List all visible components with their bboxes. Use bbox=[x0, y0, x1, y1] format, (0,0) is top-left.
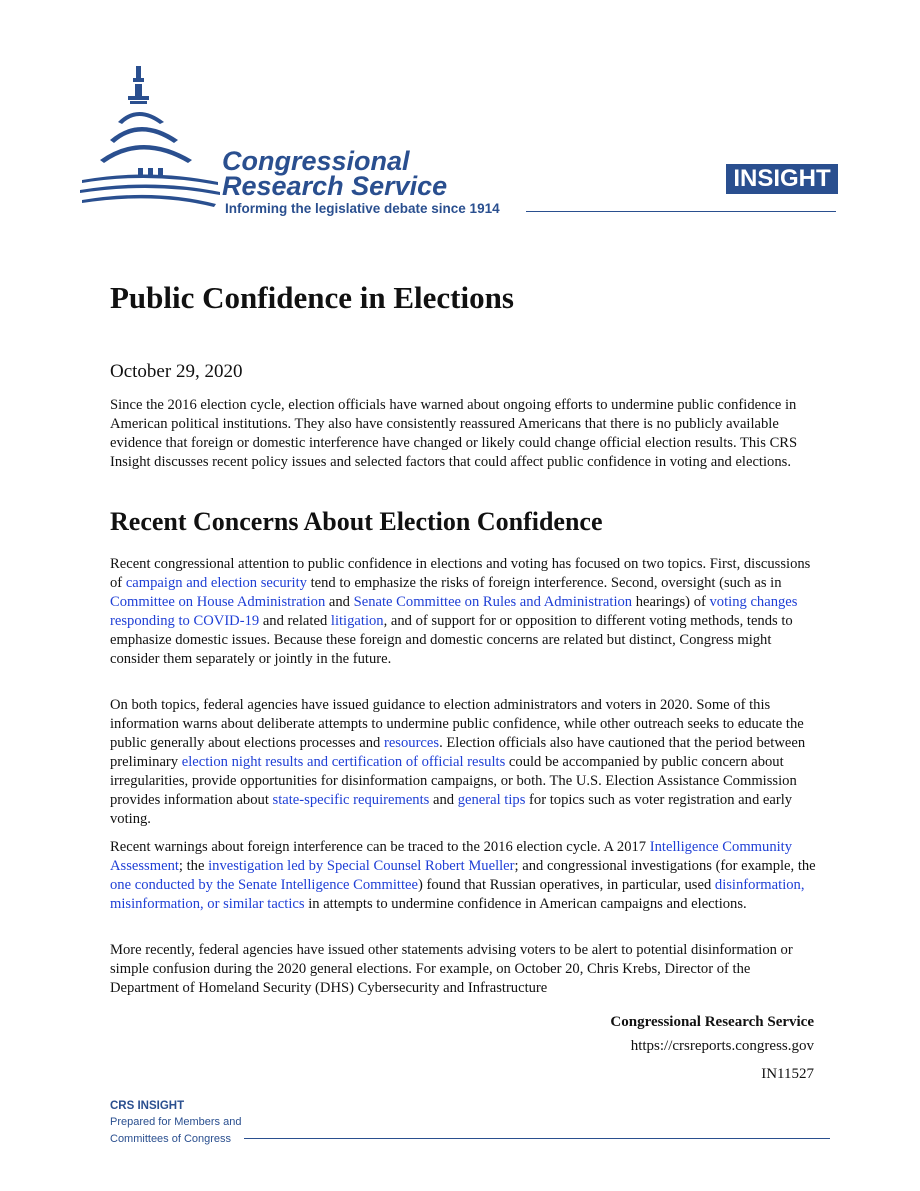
footer-rule bbox=[244, 1138, 830, 1139]
crs-capitol-dome-logo bbox=[78, 64, 223, 216]
link-committee-house-administration[interactable]: Committee on House Administration bbox=[110, 594, 326, 610]
footer-org-name: Congressional Research Service bbox=[610, 1014, 814, 1030]
prepared-for bbox=[110, 1114, 241, 1148]
paragraph-3: Recent warnings about foreign interference can be traced to the 2016 election cycle. A 2017 Intelligence Community Assessment; the investigation led by Special Counsel Robert Mueller; and congressional investigations (for example, the one conducted by the Senate Intelligence Committee) found that Russian operatives, in particular, used disinformation, misinformation, or similar tactics in attempts to undermine confidence in American campaigns and elections. bbox=[110, 839, 816, 912]
link-intelligence-community-assessment[interactable]: Intelligence Community Assessment bbox=[110, 839, 793, 874]
link-litigation[interactable]: litigation bbox=[330, 613, 384, 629]
link-senate-rules-committee[interactable]: Senate Committee on Rules and Administration bbox=[353, 594, 633, 610]
org-name-line1: Congressional bbox=[222, 146, 410, 176]
link-mueller-investigation[interactable]: investigation led by Special Counsel Robert Mueller bbox=[208, 858, 515, 874]
report-id: IN11527 bbox=[761, 1066, 814, 1082]
link-general-tips[interactable]: general tips bbox=[457, 792, 526, 808]
header-rule bbox=[526, 211, 836, 212]
org-name-line2: Research Service bbox=[222, 171, 448, 201]
link-senate-intelligence-committee[interactable]: one conducted by the Senate Intelligence Committee bbox=[110, 877, 418, 893]
link-election-night-results[interactable]: election night results and certification of official results bbox=[181, 754, 506, 770]
insight-badge: INSIGHT bbox=[726, 164, 838, 194]
link-campaign-election-security[interactable]: campaign and election security bbox=[125, 575, 307, 591]
link-state-specific-requirements[interactable]: state-specific requirements bbox=[272, 792, 430, 808]
paragraph-2: On both topics, federal agencies have issued guidance to election administrators and voters in 2020. Some of this information warns about deliberate attempts to undermine public confidence, while other outreach seeks to educate the public generally about elections processes and resources. Election officials also have cautioned that the period between preliminary election night results and certification of official results could be accompanied by public concern about irregularities, provide opportunities for disinformation campaigns, or both. The U.S. Election Assistance Commission provides information about state-specific requirements and general tips for topics such as voter registration and early voting. bbox=[110, 697, 806, 827]
link-voting-changes-covid19[interactable]: voting changes responding to COVID-19 bbox=[110, 594, 798, 629]
prepared-line-2: Committees of Congress bbox=[110, 1133, 232, 1145]
summary-paragraph: Since the 2016 election cycle, election officials have warned about ongoing efforts to undermine public confidence in American political institutions. They also have consistently reassured Americans that there is no publicly available evidence that foreign or domestic interference have changed or likely could change official election results. This CRS Insight discusses recent policy issues and selected factors that could affect public confidence in voting and elections. bbox=[110, 397, 798, 470]
link-resources[interactable]: resources bbox=[383, 735, 440, 751]
publication-date: October 29, 2020 bbox=[110, 361, 243, 382]
tagline: Informing the legislative debate since 1914 bbox=[225, 201, 500, 216]
crs-insight-label: CRS INSIGHT bbox=[110, 1100, 185, 1112]
page-title: Public Confidence in Elections bbox=[110, 280, 514, 315]
paragraph-4: More recently, federal agencies have issued other statements advising voters to be alert to potential disinformation or simple confusion during the 2020 general elections. For example, on October 20, Chris Krebs, Director of the Department of Homeland Security (DHS) Cybersecurity and Infrastructure bbox=[110, 942, 793, 996]
link-disinformation-tactics[interactable]: disinformation, misinformation, or similar tactics bbox=[110, 877, 805, 912]
footer-url[interactable]: https://crsreports.congress.gov bbox=[630, 1038, 814, 1054]
prepared-line-1: Prepared for Members and bbox=[110, 1116, 242, 1128]
section-heading: Recent Concerns About Election Confidence bbox=[110, 507, 603, 536]
paragraph-1: Recent congressional attention to public confidence in elections and voting has focused on two topics. First, discussions of campaign and election security tend to emphasize the risks of foreign interference. Second, oversight (such as in Committee on House Administration and Senate Committee on Rules and Administration hearings) of voting changes responding to COVID-19 and related litigation, and of support for or opposition to different voting methods, tends to emphasize domestic issues. Because these foreign and domestic concerns are related but distinct, Congress might consider them separately or jointly in the future. bbox=[110, 556, 811, 667]
